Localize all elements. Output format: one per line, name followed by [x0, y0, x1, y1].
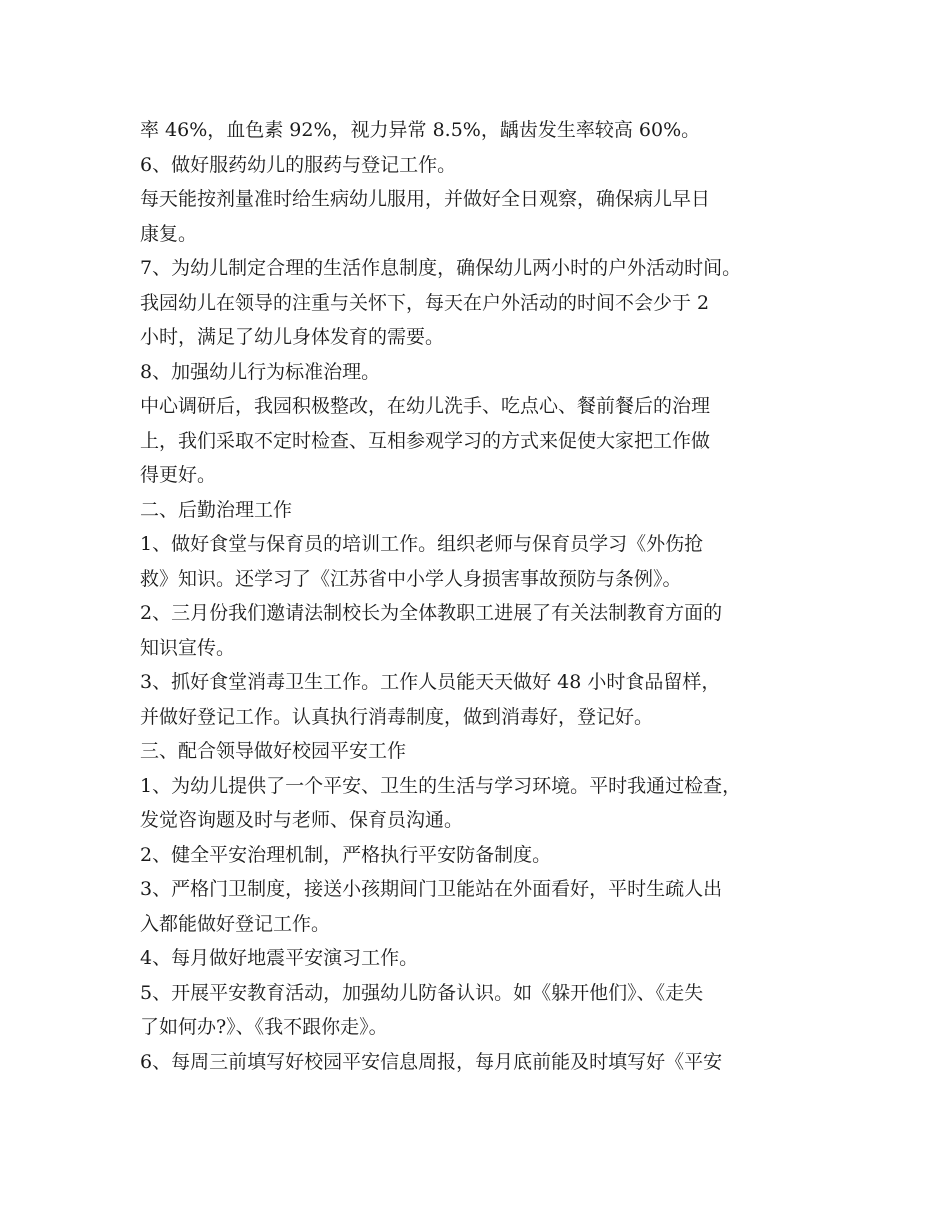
text-line: 率 46%，血色素 92%，视力异常 8.5%，龋齿发生率较高 60%。 — [140, 119, 701, 141]
section-heading: 三、配合领导做好校园平安工作 — [140, 740, 407, 762]
text-line: 我园幼儿在领导的注重与关怀下，每天在户外活动的时间不会少于 2 — [140, 291, 710, 314]
text-line: 5、开展平安教育活动，加强幼儿防备认识。如《躲开他们》、《走失 — [140, 981, 704, 1004]
text-line: 8、加强幼儿行为标准治理。 — [140, 360, 381, 383]
text-line: 救》知识。还学习了《江苏省中小学人身损害事故预防与条例》。 — [140, 567, 682, 590]
text-line: 4、每月做好地震平安演习工作。 — [140, 947, 419, 969]
text-line: 得更好。 — [140, 464, 217, 486]
text-line: 7、为幼儿制定合理的生活作息制度，确保幼儿两小时的户外活动时间。 — [140, 257, 742, 279]
text-line: 3、严格门卫制度，接送小孩期间门卫能站在外面看好，平时生疏人出 — [140, 878, 723, 900]
text-line: 每天能按剂量准时给生病幼儿服用，并做好全日观察，确保病儿早日 — [140, 188, 711, 210]
text-line: 康复。 — [140, 222, 198, 245]
text-line: 上，我们采取不定时检查、互相参观学习的方式来促使大家把工作做 — [140, 429, 711, 452]
text-line: 发觉咨询题及时与老师、保育员沟通。 — [140, 809, 464, 831]
text-line: 3、抓好食堂消毒卫生工作。工作人员能天天做好 48 小时食品留样， — [140, 671, 721, 693]
text-line: 6、做好服药幼儿的服药与登记工作。 — [140, 153, 457, 176]
text-line: 中心调研后，我园积极整改，在幼儿洗手、吃点心、餐前餐后的治理 — [140, 395, 711, 417]
text-line: 并做好登记工作。认真执行消毒制度，做到消毒好，登记好。 — [140, 705, 654, 728]
document-body — [140, 113, 830, 1079]
text-line: 入都能做好登记工作。 — [140, 912, 331, 935]
text-line: 2、三月份我们邀请法制校长为全体教职工进展了有关法制教育方面的 — [140, 602, 723, 624]
text-line: 知识宣传。 — [140, 636, 236, 659]
text-line: 了如何办?》、《我不跟你走》。 — [140, 1016, 388, 1038]
text-line: 1、为幼儿提供了一个平安、卫生的生活与学习环境。平时我通过检查， — [140, 774, 742, 797]
section-heading: 二、后勤治理工作 — [140, 498, 293, 521]
text-line: 6、每周三前填写好校园平安信息周报，每月底前能及时填写好《平安 — [140, 1050, 723, 1073]
text-line: 2、健全平安治理机制，严格执行平安防备制度。 — [140, 843, 552, 866]
text-line: 小时，满足了幼儿身体发育的需要。 — [140, 326, 445, 348]
text-line: 1、做好食堂与保育员的培训工作。组织老师与保育员学习《外伤抢 — [140, 533, 704, 555]
